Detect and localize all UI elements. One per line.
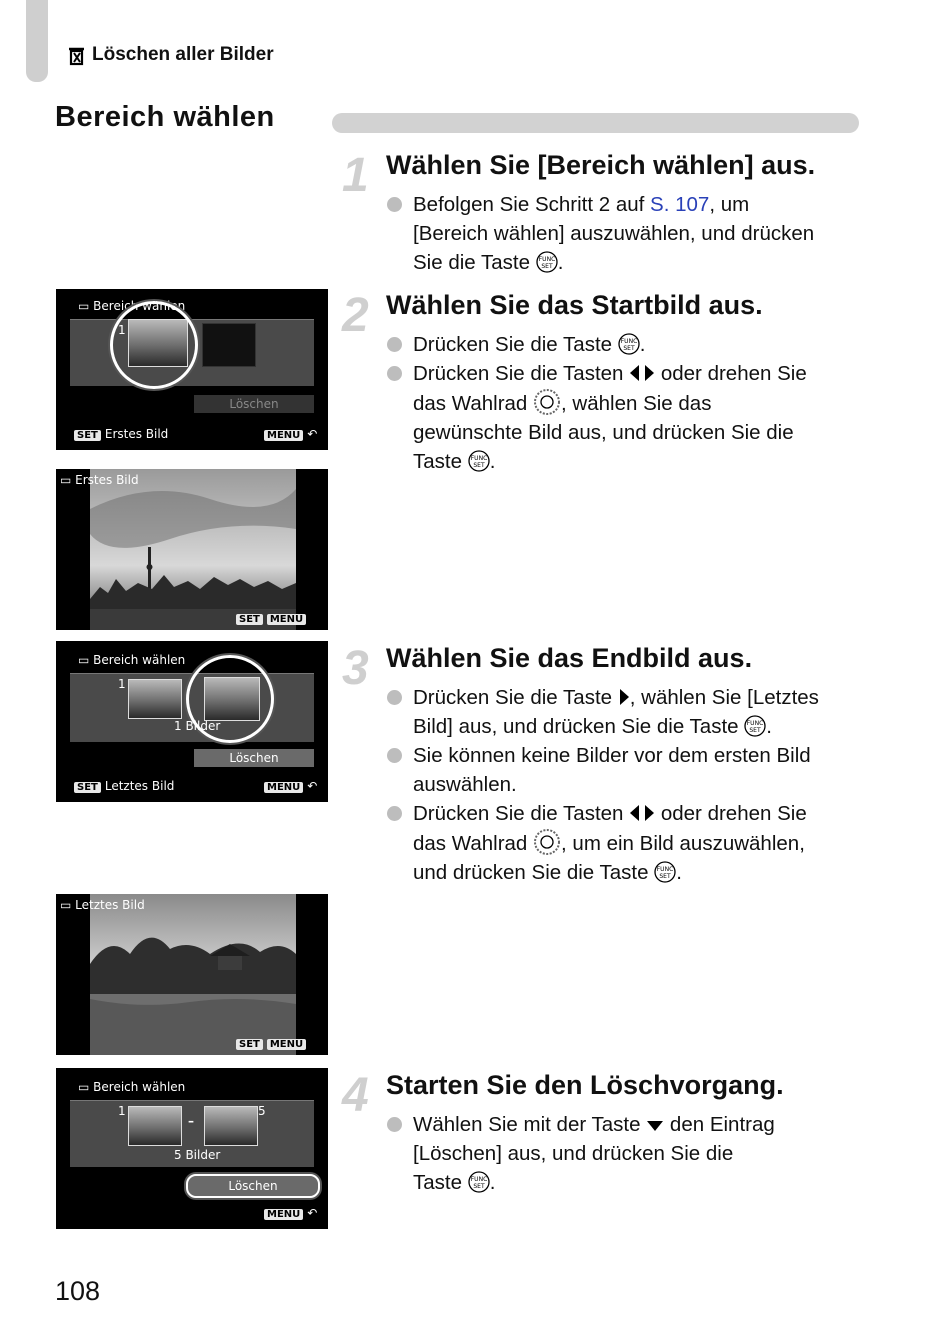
camera-screen-5 xyxy=(56,1068,328,1229)
left-right-arrows-icon xyxy=(629,804,655,822)
control-dial-icon xyxy=(533,828,561,856)
screen-title: ▭ Bereich wählen xyxy=(78,653,186,667)
screen-title: ▭ Letztes Bild xyxy=(60,898,145,912)
func-set-button-icon xyxy=(468,450,490,472)
page-number: 108 xyxy=(55,1276,101,1306)
func-set-button-icon xyxy=(468,1171,490,1193)
start-number: 1 xyxy=(118,323,126,337)
delete-button-selected[interactable]: Löschen xyxy=(186,1174,320,1198)
step-bullets xyxy=(386,330,866,476)
bullet: Wählen Sie mit der Taste den Eintrag [Löschen] aus, und drücken Sie die Taste FUNC SET . xyxy=(386,1110,866,1197)
start-number: 1 xyxy=(118,677,126,691)
right-arrow-icon xyxy=(618,688,630,706)
func-set-button-icon xyxy=(536,251,558,273)
end-thumbnail-placeholder xyxy=(202,323,256,367)
city-skyline-photo xyxy=(90,469,296,630)
page-link[interactable]: S. 107 xyxy=(650,193,710,216)
menu-hint: MENU ↶ xyxy=(264,427,317,441)
highlight-ring xyxy=(110,301,198,389)
step-bullets xyxy=(386,190,866,277)
menu-hint: MENU ↶ xyxy=(264,1206,317,1220)
svg-text:FUNC: FUNC xyxy=(656,866,674,873)
svg-text:SET: SET xyxy=(659,873,671,880)
camera-screen-2 xyxy=(56,469,328,630)
bullet: Sie können keine Bilder vor dem ersten Bild auswählen. xyxy=(386,741,866,799)
step-number: 3 xyxy=(342,642,369,695)
svg-text:SET: SET xyxy=(473,1183,485,1190)
svg-text:SET: SET xyxy=(749,727,761,734)
page-header xyxy=(66,44,274,66)
screen-title: ▭ Erstes Bild xyxy=(60,473,139,487)
bottom-hints: SET MENU xyxy=(236,611,310,625)
camera-screen-4 xyxy=(56,894,328,1055)
screen-title: ▭ Bereich wählen xyxy=(78,1080,186,1094)
image-count: 1 Bilder xyxy=(174,719,221,733)
step-title: Wählen Sie das Endbild aus. xyxy=(386,643,753,673)
svg-text:FUNC: FUNC xyxy=(538,256,555,263)
end-thumbnail xyxy=(204,1106,258,1146)
bullet: Drücken Sie die Taste , wählen Sie [Letztes Bild] aus, und drücken Sie die Taste FUNC SET . xyxy=(386,683,866,741)
func-set-button-icon xyxy=(744,715,766,737)
svg-text:SET: SET xyxy=(623,345,635,352)
start-thumbnail xyxy=(128,1106,182,1146)
svg-text:FUNC: FUNC xyxy=(620,338,638,345)
section-rule xyxy=(332,113,859,133)
range-dash: – xyxy=(188,1114,194,1128)
menu-hint: MENU ↶ xyxy=(264,779,317,793)
svg-text:SET: SET xyxy=(541,263,553,270)
image-count: 5 Bilder xyxy=(174,1148,221,1162)
end-number: 5 xyxy=(258,1104,266,1118)
step-number: 1 xyxy=(342,149,369,202)
step-number: 2 xyxy=(342,289,369,342)
svg-text:FUNC: FUNC xyxy=(470,1176,487,1183)
step-bullets xyxy=(386,1110,866,1197)
bullet: Drücken Sie die Taste FUNC SET . xyxy=(386,330,866,359)
section-title: Bereich wählen xyxy=(55,101,275,133)
bullet: Drücken Sie die Tasten oder drehen Sie das Wahlrad , um ein Bild auszuwählen, und drücken Sie die Taste FUNC SET . xyxy=(386,799,866,887)
func-set-button-icon xyxy=(654,861,676,883)
down-arrow-icon xyxy=(646,1119,664,1133)
camera-screen-3 xyxy=(56,641,328,802)
set-hint: SET Letztes Bild xyxy=(74,779,174,793)
camera-screen-1 xyxy=(56,289,328,450)
start-number: 1 xyxy=(118,1104,126,1118)
left-right-arrows-icon xyxy=(629,364,655,382)
control-dial-icon xyxy=(533,388,561,416)
step-bullets xyxy=(386,683,866,887)
bullet: Befolgen Sie Schritt 2 auf S. 107, um [Bereich wählen] auszuwählen, und drücken Sie die Taste FUNC SET . xyxy=(386,190,866,277)
step-number: 4 xyxy=(342,1069,369,1122)
step-title: Wählen Sie das Startbild aus. xyxy=(386,290,763,320)
step-title: Wählen Sie [Bereich wählen] aus. xyxy=(386,150,816,180)
svg-text:SET: SET xyxy=(473,462,485,469)
delete-button[interactable]: Löschen xyxy=(194,749,314,767)
set-hint: SET Erstes Bild xyxy=(74,427,168,441)
trash-icon xyxy=(66,44,88,66)
svg-text:FUNC: FUNC xyxy=(470,455,487,462)
func-set-button-icon xyxy=(618,333,640,355)
step-title: Starten Sie den Löschvorgang. xyxy=(386,1070,784,1100)
header-title: Löschen aller Bilder xyxy=(92,44,274,65)
bullet: Drücken Sie die Tasten oder drehen Sie das Wahlrad , wählen Sie das gewünschte Bild aus, und drücken Sie die Taste FUNC SET . xyxy=(386,359,866,476)
chapter-tab xyxy=(26,0,48,82)
delete-button[interactable]: Löschen xyxy=(194,395,314,413)
start-thumbnail xyxy=(128,679,182,719)
screen-title: ▭ Bereich wählen xyxy=(78,299,186,313)
tropical-lake-photo xyxy=(90,894,296,1055)
bottom-hints: SET MENU xyxy=(236,1036,310,1050)
svg-text:FUNC: FUNC xyxy=(747,720,764,727)
